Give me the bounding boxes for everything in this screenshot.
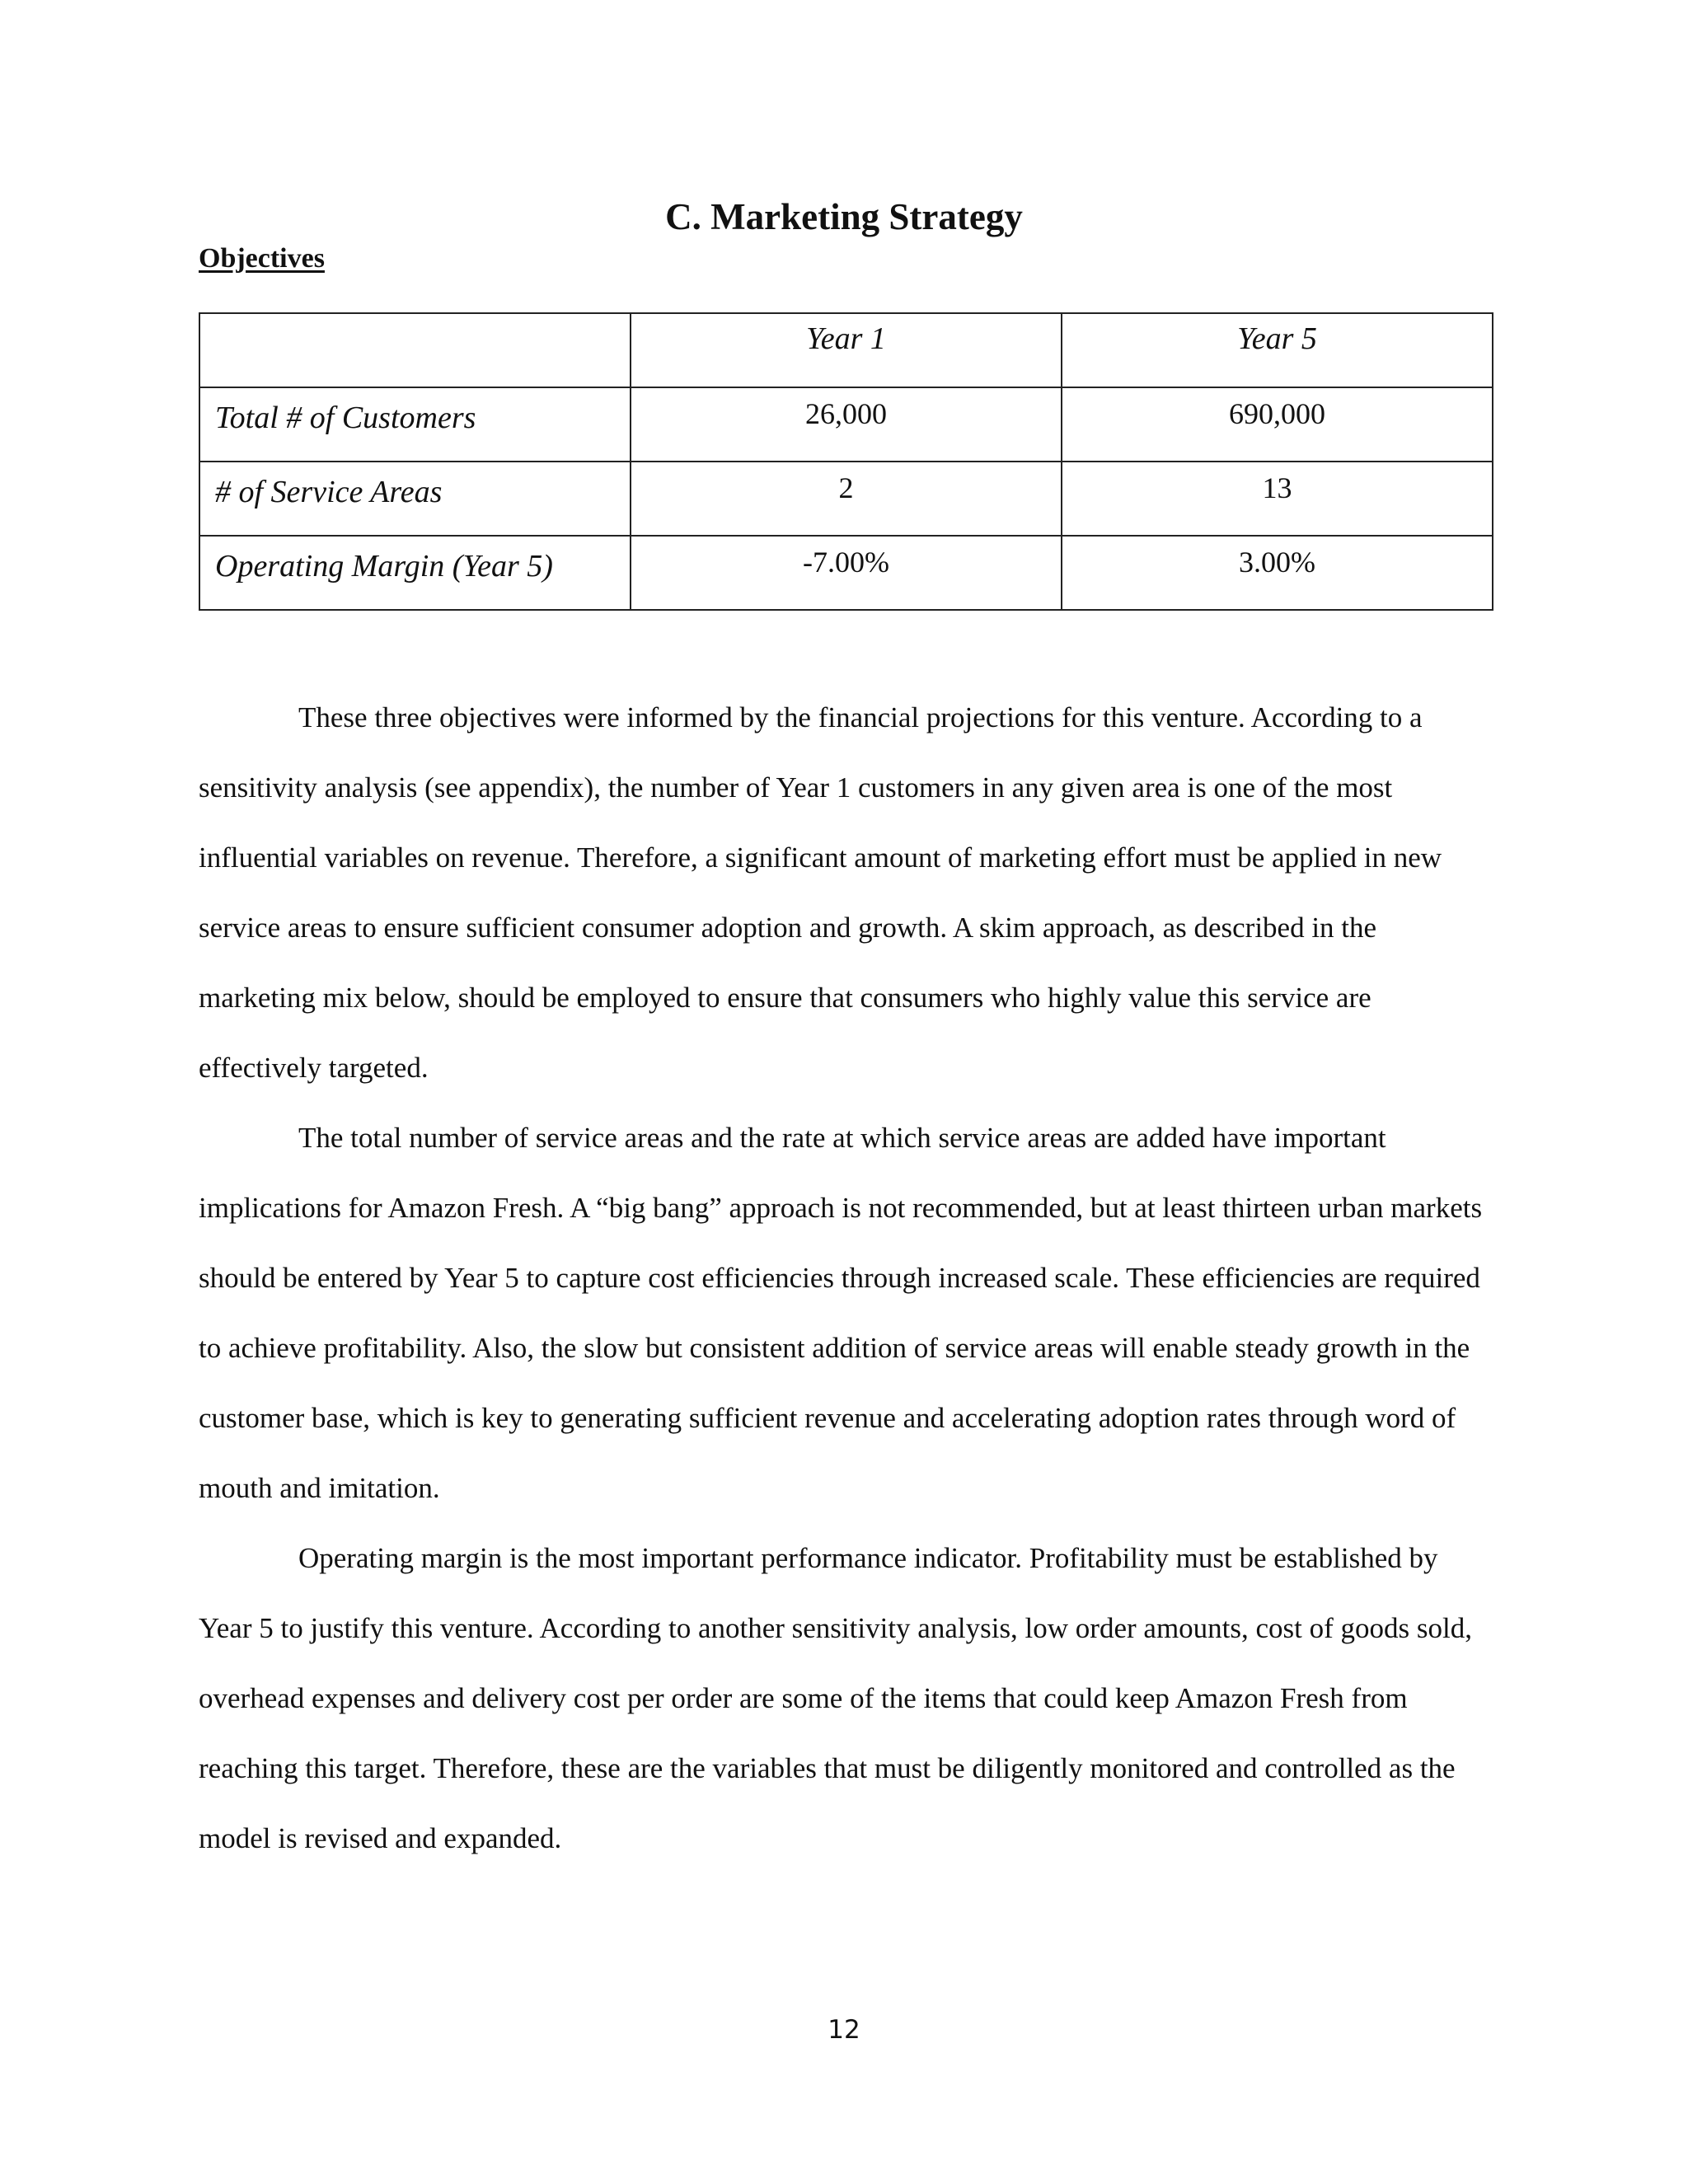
table-row bbox=[199, 462, 1493, 536]
cell-year1: -7.00% bbox=[631, 536, 1062, 610]
row-label: Total # of Customers bbox=[199, 387, 631, 462]
paragraph-service-areas: The total number of service areas and the rate at which service areas are added have important implications for Amazon Fresh. A “big bang” approach is not recommended, but at least thirteen urban markets should be entered by Year 5 to capture cost efficiencies through increased scale. These efficiencies are required to achieve profitability. Also, the slow but consistent addition of service areas will enable steady growth in the customer base, which is key to generating sufficient revenue and accelerating adoption rates through word of mouth and imitation. bbox=[199, 1122, 1483, 1504]
table-row bbox=[199, 387, 1493, 462]
table-header-cell-year5: Year 5 bbox=[1062, 313, 1493, 387]
cell-year1: 26,000 bbox=[631, 387, 1062, 462]
table-header-cell-empty bbox=[199, 313, 631, 387]
table-header-cell-year1: Year 1 bbox=[631, 313, 1062, 387]
objectives-table bbox=[199, 312, 1493, 611]
table-row bbox=[199, 536, 1493, 610]
body-text bbox=[199, 682, 1497, 1873]
page-number: 12 bbox=[828, 2015, 860, 2045]
page-title: C. Marketing Strategy bbox=[665, 196, 1023, 237]
cell-year5: 3.00% bbox=[1062, 536, 1493, 610]
section-heading-objectives: Objectives bbox=[199, 243, 325, 274]
cell-year5: 13 bbox=[1062, 462, 1493, 536]
cell-year1: 2 bbox=[631, 462, 1062, 536]
cell-year5: 690,000 bbox=[1062, 387, 1493, 462]
row-label: Operating Margin (Year 5) bbox=[199, 536, 631, 610]
table-header-row bbox=[199, 313, 1493, 387]
paragraph-operating-margin: Operating margin is the most important performance indicator. Profitability must be established by Year 5 to justify this venture. According to another sensitivity analysis, low order amounts, cost of goods sold, overhead expenses and delivery cost per order are some of the items that could keep Amazon Fresh from reaching this target. Therefore, these are the variables that must be diligently monitored and controlled as the model is revised and expanded. bbox=[199, 1542, 1473, 1854]
row-label: # of Service Areas bbox=[199, 462, 631, 536]
paragraph-objectives-rationale: These three objectives were informed by the financial projections for this venture. According to a sensitivity analysis (see appendix), the number of Year 1 customers in any given area is one of the most influential variables on revenue. Therefore, a significant amount of marketing effort must be applied in new service areas to ensure sufficient consumer adoption and growth. A skim approach, as described in the marketing mix below, should be employed to ensure that consumers who highly value this service are effectively targeted. bbox=[199, 701, 1442, 1084]
